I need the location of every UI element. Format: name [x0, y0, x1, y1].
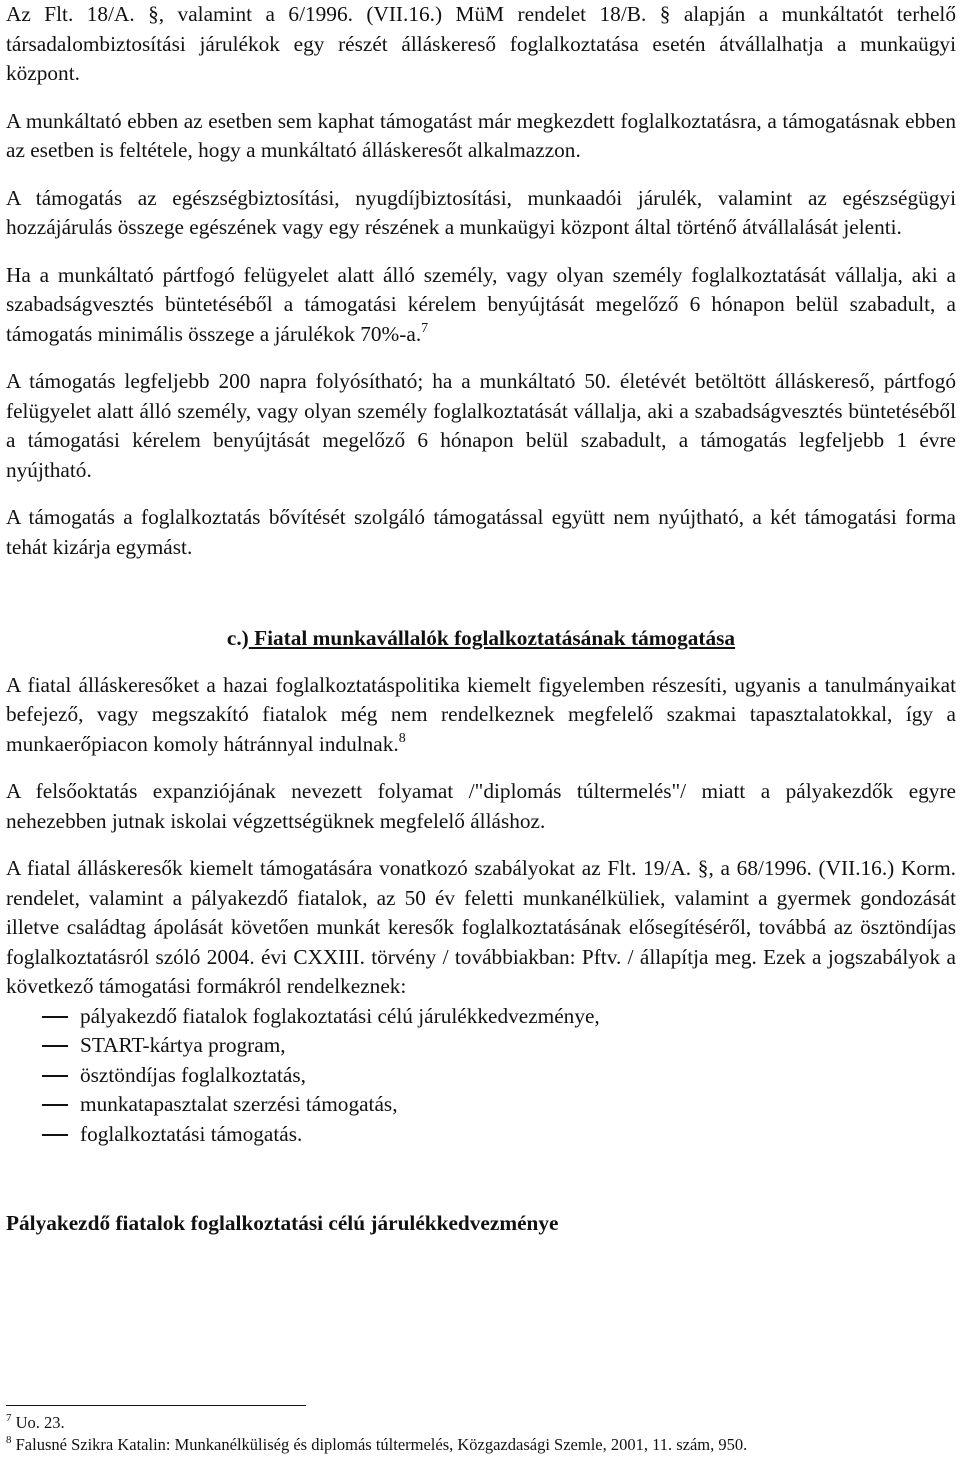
section-heading-c	[6, 624, 956, 654]
subsection-heading: Pályakezdő fiatalok foglalkoztatási célú járulékkedvezménye	[6, 1211, 559, 1235]
footnote-ref-8[interactable]: 8	[398, 730, 406, 746]
dash-bullet-icon	[42, 1134, 68, 1136]
list-item	[6, 1090, 956, 1120]
footnote-number: 7	[6, 1412, 12, 1424]
paragraph-tamogatas-jarulek: A támogatás az egészségbiztosítási, nyugdíjbiztosítási, munkaadói járulék, valamint az egészségügyi hozzájárulás összege egészének vagy egy részének a munkaügyi központ által történő átvállalását jelenti.	[6, 185, 956, 239]
paragraph-flt-18a: Az Flt. 18/A. §, valamint a 6/1996. (VII.16.) MüM rendelet 18/B. § alapján a munkáltatót terhelő társadalombiztosítási járulékok egy részét álláskereső foglalkoztatása esetén átvállalhatja a munkaügyi központ.	[6, 2, 956, 85]
footnote-8	[6, 1434, 956, 1456]
list-item-label: START-kártya program,	[80, 1033, 286, 1057]
footnote-separator	[6, 1405, 306, 1406]
list-item	[6, 1002, 956, 1032]
paragraph-200-napra: A támogatás legfeljebb 200 napra folyósítható; ha a munkáltató 50. életévét betöltött álláskereső, pártfogó felügyelet alatt álló személy, vagy olyan személy foglalkoztatását vállalja, aki a szabadságvesztés büntetéséből a támogatási kérelem benyújtását megelőző 6 hónapon belül szabadult, a támogatás legfeljebb 1 évre nyújtható.	[6, 369, 956, 482]
footnote-text: Falusné Szikra Katalin: Munkanélküliség és diplomás túltermelés, Közgazdasági Szemle, 2001, 11. szám, 950.	[11, 1435, 748, 1454]
list-item-label: ösztöndíjas foglalkoztatás,	[80, 1062, 306, 1087]
paragraph-text: A fiatal álláskeresőket a hazai foglalkoztatáspolitika kiemelt figyelemben részesíti, ugyanis a tanulmányaikat befejező, vagy megszakító fiatalok még nem rendelkeznek megfelelő szakmai tapasztalatokkal, így a munkaerőpiacon komoly hátránnyal indulnak.	[6, 672, 956, 756]
paragraph-partfogo-felugyelet	[6, 261, 956, 350]
paragraph-fiatal-allaskeresok	[6, 671, 956, 760]
list-item-label: foglalkoztatási támogatás.	[80, 1121, 303, 1146]
dash-bullet-icon	[42, 1075, 68, 1077]
footnote-text: Uo. 23.	[11, 1413, 65, 1432]
paragraph-szabalyok: A fiatal álláskeresők kiemelt támogatására vonatkozó szabályokat az Flt. 19/A. §, a 68/1996. (VII.16.) Korm. rendelet, valamint a pályakezdő fiatalok, az 50 év feletti munkanélküliek, valamint a gyermek gondozását illetve családtag ápolását követően munkát keresők foglalkoztatásának elősegítéséről, továbbá az ösztöndíjas foglalkoztatásról szóló 2004. évi CXXIII. törvény / továbbiakban: Pftv. / állapítja meg. Ezek a jogszabályok a következő támogatási formákról rendelkeznek:	[6, 856, 956, 998]
footnote-number: 8	[6, 1434, 12, 1446]
list-item	[6, 1061, 956, 1091]
list-item	[6, 1031, 956, 1061]
paragraph-felsooktatas: A felsőoktatás expanziójának nevezett folyamat /"diplomás túltermelés"/ miatt a pályakezdők egyre nehezebben jutnak iskolai végzettségüknek megfelelő álláshoz.	[6, 779, 956, 833]
dash-bullet-icon	[42, 1045, 68, 1047]
dash-bullet-icon	[42, 1104, 68, 1106]
dash-bullet-icon	[42, 1016, 68, 1018]
footnote-7	[6, 1412, 956, 1434]
document-page	[6, 0, 956, 1239]
paragraph-text: Ha a munkáltató pártfogó felügyelet alatt álló személy, vagy olyan személy foglalkoztatását vállalja, aki a szabadságvesztés büntetéséből a támogatási kérelem benyújtását megelőző 6 hónapon belül szabadult, a támogatás minimális összege a járulékok 70%-a.	[6, 262, 956, 346]
footnotes	[6, 1412, 956, 1456]
footnote-ref-7[interactable]: 7	[421, 320, 429, 336]
support-forms-list	[6, 1002, 956, 1150]
list-item-label: munkatapasztalat szerzési támogatás,	[80, 1092, 398, 1116]
paragraph-foglalkoztatas-bovitese: A támogatás a foglalkoztatás bővítését szolgáló támogatással együtt nem nyújtható, a két támogatási forma tehát kizárja egymást.	[6, 505, 956, 559]
section-heading-text: Fiatal munkavállalók foglalkoztatásának támogatása	[248, 626, 736, 650]
list-item	[6, 1120, 956, 1150]
section-heading-prefix: c.)	[226, 626, 249, 650]
paragraph-munkaltato-feltetel: A munkáltató ebben az esetben sem kaphat támogatást már megkezdett foglalkoztatásra, a támogatásnak ebben az esetben is feltétele, hogy a munkáltató álláskeresőt alkalmazzon.	[6, 108, 956, 162]
list-item-label: pályakezdő fiatalok foglakoztatási célú járulékkedvezménye,	[80, 1003, 600, 1028]
